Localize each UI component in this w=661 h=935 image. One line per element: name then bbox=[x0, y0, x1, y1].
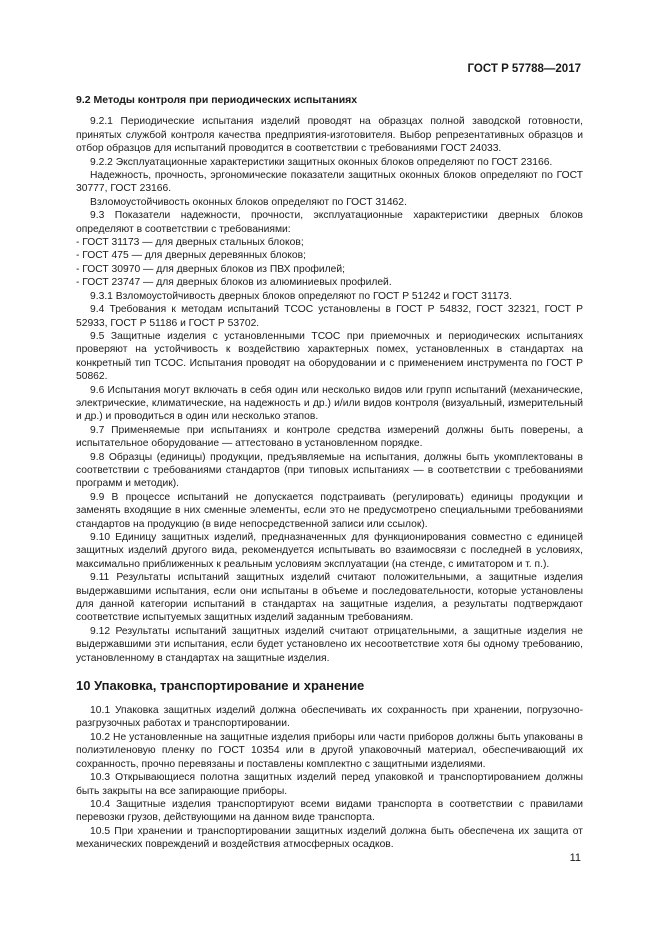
paragraph-10-4: 10.4 Защитные изделия транспортируют всеми видами транспорта в соответствии с правилами перевозки грузов, действующими на данном виде транспорта. bbox=[76, 798, 583, 824]
section-9-2-heading: 9.2 Методы контроля при периодических испытаниях bbox=[76, 94, 358, 106]
paragraph-9-2-2-reliability: Надежность, прочность, эргономические показатели защитных оконных блоков определяют по ГОСТ 30777, ГОСТ 23166. bbox=[76, 170, 583, 195]
page-content bbox=[76, 94, 583, 852]
paragraph-9-2-1: 9.2.1 Периодические испытания изделий проводят на образцах полной заводской готовности, принятых службой контроля качества предприятия-изготовителя. Выбор репрезентативных образцов и отбор образцов для испытаний проводится в соответствии с требованиями ГОСТ 24033. bbox=[76, 116, 583, 155]
paragraph-9-3: 9.3 Показатели надежности, прочности, эксплуатационные характеристики дверных блоков определяют в соответствии с требованиями: bbox=[76, 210, 583, 235]
paragraph-9-9: 9.9 В процессе испытаний не допускается подстраивать (регулировать) единицы продукции и заменять входящие в них сменные элементы, если это не предусмотрено специальными требованиями стандартов на продукцию (в виде непосредственной записи или ссылок). bbox=[76, 491, 583, 530]
paragraph-9-11: 9.11 Результаты испытаний защитных изделий считают положительными, а защитные изделия выдержавшими испытания, если они испытаны в объеме и последовательности, которые установлены для данной категории испытаний в стандартах на защитные изделия, а результаты подтверждают соответствие испытуемых защитных изделий заданным требованиям. bbox=[76, 572, 583, 624]
paragraph-10-1: 10.1 Упаковка защитных изделий должна обеспечивать их сохранность при хранении, погрузочно-разгрузочных работах и транспортировании. bbox=[76, 705, 583, 730]
list-item: - ГОСТ 475 — для дверных деревянных блоков; bbox=[76, 250, 306, 262]
paragraph-9-12: 9.12 Результаты испытаний защитных изделий считают отрицательными, а защитные изделия не выдержавшими эти испытания, если будет установлено их несоответствие хотя бы одному требованию, установленному в стандартах на защитные изделия. bbox=[76, 625, 583, 664]
paragraph-9-7: 9.7 Применяемые при испытаниях и контроле средства измерений должны быть поверены, а испытательное оборудование — аттестовано в установленном порядке. bbox=[76, 424, 583, 450]
document-id-header: ГОСТ Р 57788—2017 bbox=[467, 63, 581, 75]
paragraph-9-6: 9.6 Испытания могут включать в себя один или несколько видов или групп испытаний (механические, электрические, климатические, на надежность и др.) и/или видов контроля (визуальный, измерительный и др.) и проводиться в один или несколько этапов. bbox=[76, 384, 583, 423]
list-item: - ГОСТ 30970 — для дверных блоков из ПВХ профилей; bbox=[76, 263, 346, 275]
paragraph-9-3-1: 9.3.1 Взломоустойчивость дверных блоков определяют по ГОСТ Р 51242 и ГОСТ 31173. bbox=[90, 290, 513, 302]
section-10-heading: 10 Упаковка, транспортирование и хранение bbox=[76, 678, 365, 694]
paragraph-9-2-2-burglary: Взломоустойчивость оконных блоков определяют по ГОСТ 31462. bbox=[90, 196, 407, 208]
page-number: 11 bbox=[569, 852, 581, 864]
paragraph-9-8: 9.8 Образцы (единицы) продукции, предъявляемые на испытания, должны быть укомплектованы в соответствии с требованиями стандартов (при типовых испытаниях — в соответствии с требованиями программ и методик). bbox=[76, 451, 583, 490]
paragraph-10-3: 10.3 Открывающиеся полотна защитных изделий перед упаковкой и транспортированием должны быть закрыты на все запирающие приборы. bbox=[76, 772, 583, 797]
list-item: - ГОСТ 23747 — для дверных блоков из алюминиевых профилей. bbox=[76, 277, 392, 289]
paragraph-10-5: 10.5 При хранении и транспортировании защитных изделий должна быть обеспечена их защита от механических повреждений и воздействия атмосферных осадков. bbox=[76, 825, 583, 851]
paragraph-10-2: 10.2 Не установленные на защитные изделия приборы или части приборов должны быть упакованы в полиэтиленовую пленку по ГОСТ 10354 или в другой упаковочный материал, обеспечивающий их сохранность, прочно перевязаны и поставлены комплектно с защитными изделиями. bbox=[76, 731, 583, 770]
paragraph-9-2-2: 9.2.2 Эксплуатационные характеристики защитных оконных блоков определяют по ГОСТ 23166. bbox=[90, 156, 553, 168]
paragraph-9-4: 9.4 Требования к методам испытаний ТСОС установлены в ГОСТ Р 54832, ГОСТ 32321, ГОСТ Р 52933, ГОСТ Р 51186 и ГОСТ Р 53702. bbox=[76, 304, 583, 329]
list-item: - ГОСТ 31173 — для дверных стальных блоков; bbox=[76, 237, 304, 249]
paragraph-9-5: 9.5 Защитные изделия с установленными ТСОС при приемочных и периодических испытаниях проверяют на устойчивость к воздействию характерных помех, установленных в стандартах на конкретный тип ТСОС. Испытания проводят на оборудовании и с применением инструмента по ГОСТ Р 50862. bbox=[76, 330, 583, 383]
paragraph-9-10: 9.10 Единицу защитных изделий, предназначенных для функционирования совместно с единицей защитных изделий другого вида, рекомендуется испытывать во взаимосвязи с последней в условиях, максимально приближенных к реальным условиям эксплуатации (на стенде, с имитатором и т. п.). bbox=[76, 532, 583, 570]
